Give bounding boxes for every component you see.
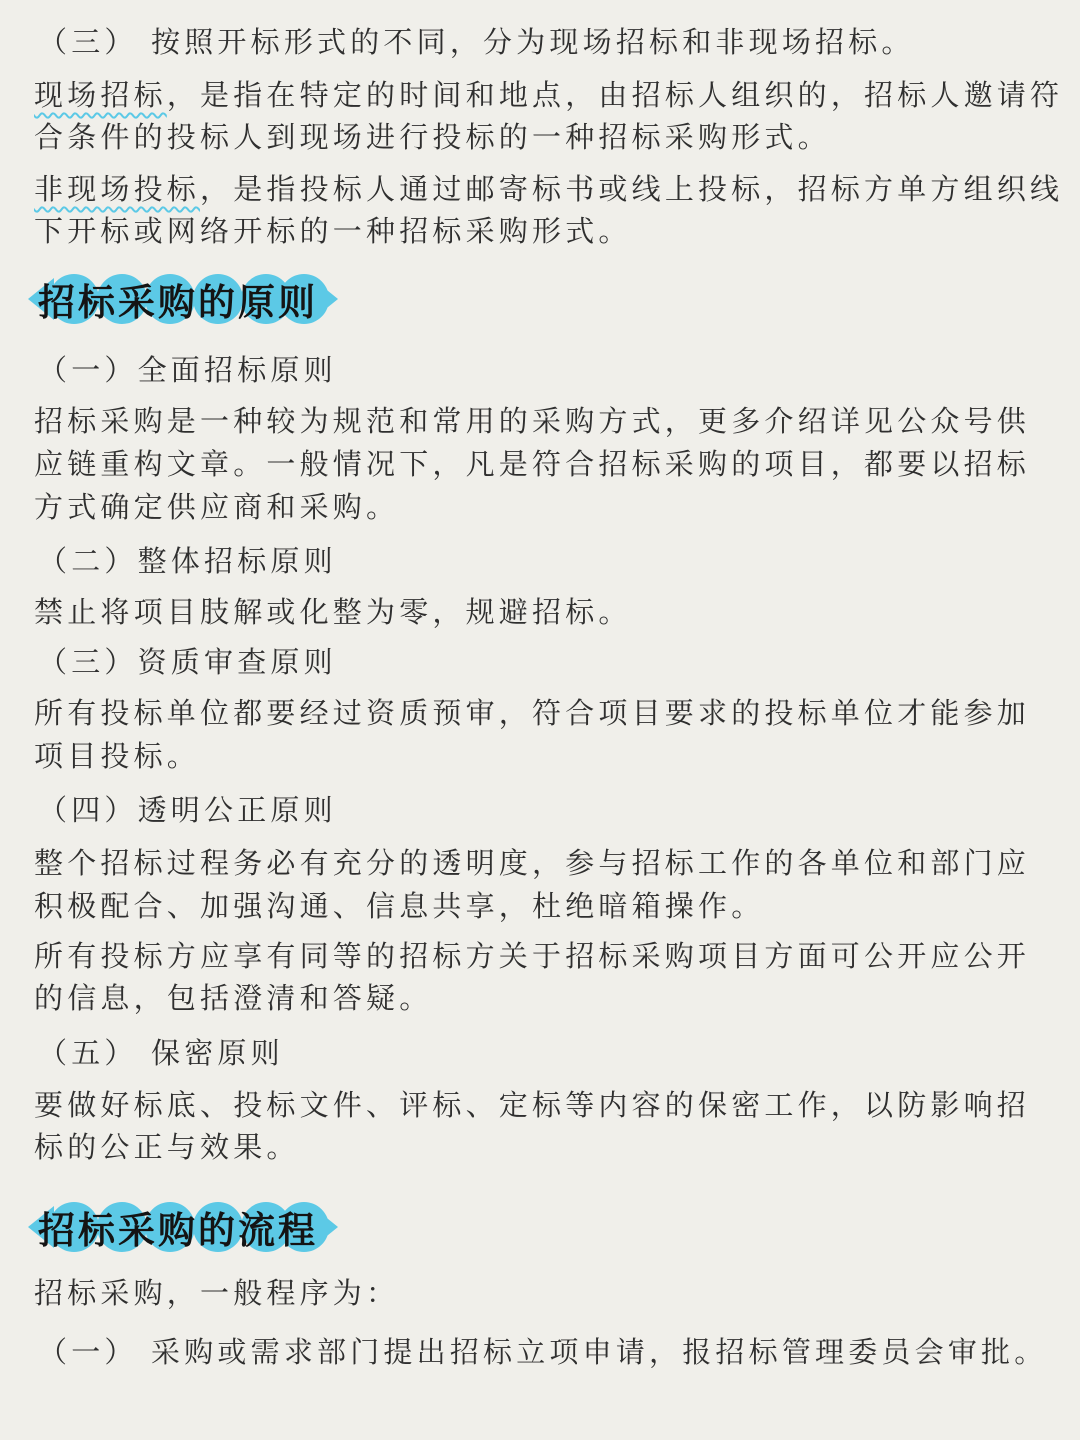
principle-4-title: （四）透明公正原则 bbox=[38, 793, 337, 827]
principle-5-title: （五） 保密原则 bbox=[38, 1036, 284, 1070]
section-three-header: （三） 按照开标形式的不同，分为现场招标和非现场招标。 bbox=[38, 25, 915, 59]
offsite-definition-line1 bbox=[34, 169, 1063, 209]
principle-1-text: 招标采购是一种较为规范和常用的采购方式，更多介绍详见公众号供 bbox=[34, 404, 1031, 438]
principle-1-text: 应链重构文章。一般情况下，凡是符合招标采购的项目，都要以招标 bbox=[34, 447, 1031, 481]
principle-3-text: 所有投标单位都要经过资质预审，符合项目要求的投标单位才能参加 bbox=[34, 696, 1031, 730]
onsite-definition-line1 bbox=[34, 75, 1063, 115]
process-heading-text: 招标采购的流程 bbox=[38, 1209, 318, 1252]
process-intro: 招标采购，一般程序为： bbox=[34, 1276, 400, 1310]
principle-2-text: 禁止将项目肢解或化整为零，规避招标。 bbox=[34, 595, 632, 629]
principle-4-text: 所有投标方应享有同等的招标方关于招标采购项目方面可公开应公开 bbox=[34, 939, 1031, 973]
offsite-term: 非现场投标 bbox=[34, 172, 201, 206]
onsite-term: 现场招标 bbox=[34, 78, 167, 112]
principle-4-text: 积极配合、加强沟通、信息共享，杜绝暗箱操作。 bbox=[34, 889, 765, 923]
principles-heading-text: 招标采购的原则 bbox=[38, 281, 318, 324]
principle-1-text: 方式确定供应商和采购。 bbox=[34, 490, 400, 524]
process-heading bbox=[28, 1200, 318, 1254]
offsite-definition-text: ，是指投标人通过邮寄标书或线上投标，招标方单方组织线 bbox=[200, 172, 1064, 206]
offsite-definition-line2: 下开标或网络开标的一种招标采购形式。 bbox=[34, 214, 632, 248]
principle-5-text: 标的公正与效果。 bbox=[34, 1130, 300, 1164]
process-step-1: （一） 采购或需求部门提出招标立项申请，报招标管理委员会审批。 bbox=[38, 1335, 1048, 1369]
principles-heading bbox=[28, 272, 318, 326]
principle-5-text: 要做好标底、投标文件、评标、定标等内容的保密工作，以防影响招 bbox=[34, 1088, 1031, 1122]
principle-4-text: 整个招标过程务必有充分的透明度，参与招标工作的各单位和部门应 bbox=[34, 846, 1031, 880]
onsite-definition-text: ，是指在特定的时间和地点，由招标人组织的，招标人邀请符 bbox=[166, 78, 1064, 112]
principle-3-title: （三）资质审查原则 bbox=[38, 645, 337, 679]
onsite-definition-line2: 合条件的投标人到现场进行投标的一种招标采购形式。 bbox=[34, 120, 831, 154]
principle-2-title: （二）整体招标原则 bbox=[38, 544, 337, 578]
principle-4-text: 的信息，包括澄清和答疑。 bbox=[34, 981, 433, 1015]
principle-3-text: 项目投标。 bbox=[34, 739, 201, 773]
principle-1-title: （一）全面招标原则 bbox=[38, 353, 337, 387]
